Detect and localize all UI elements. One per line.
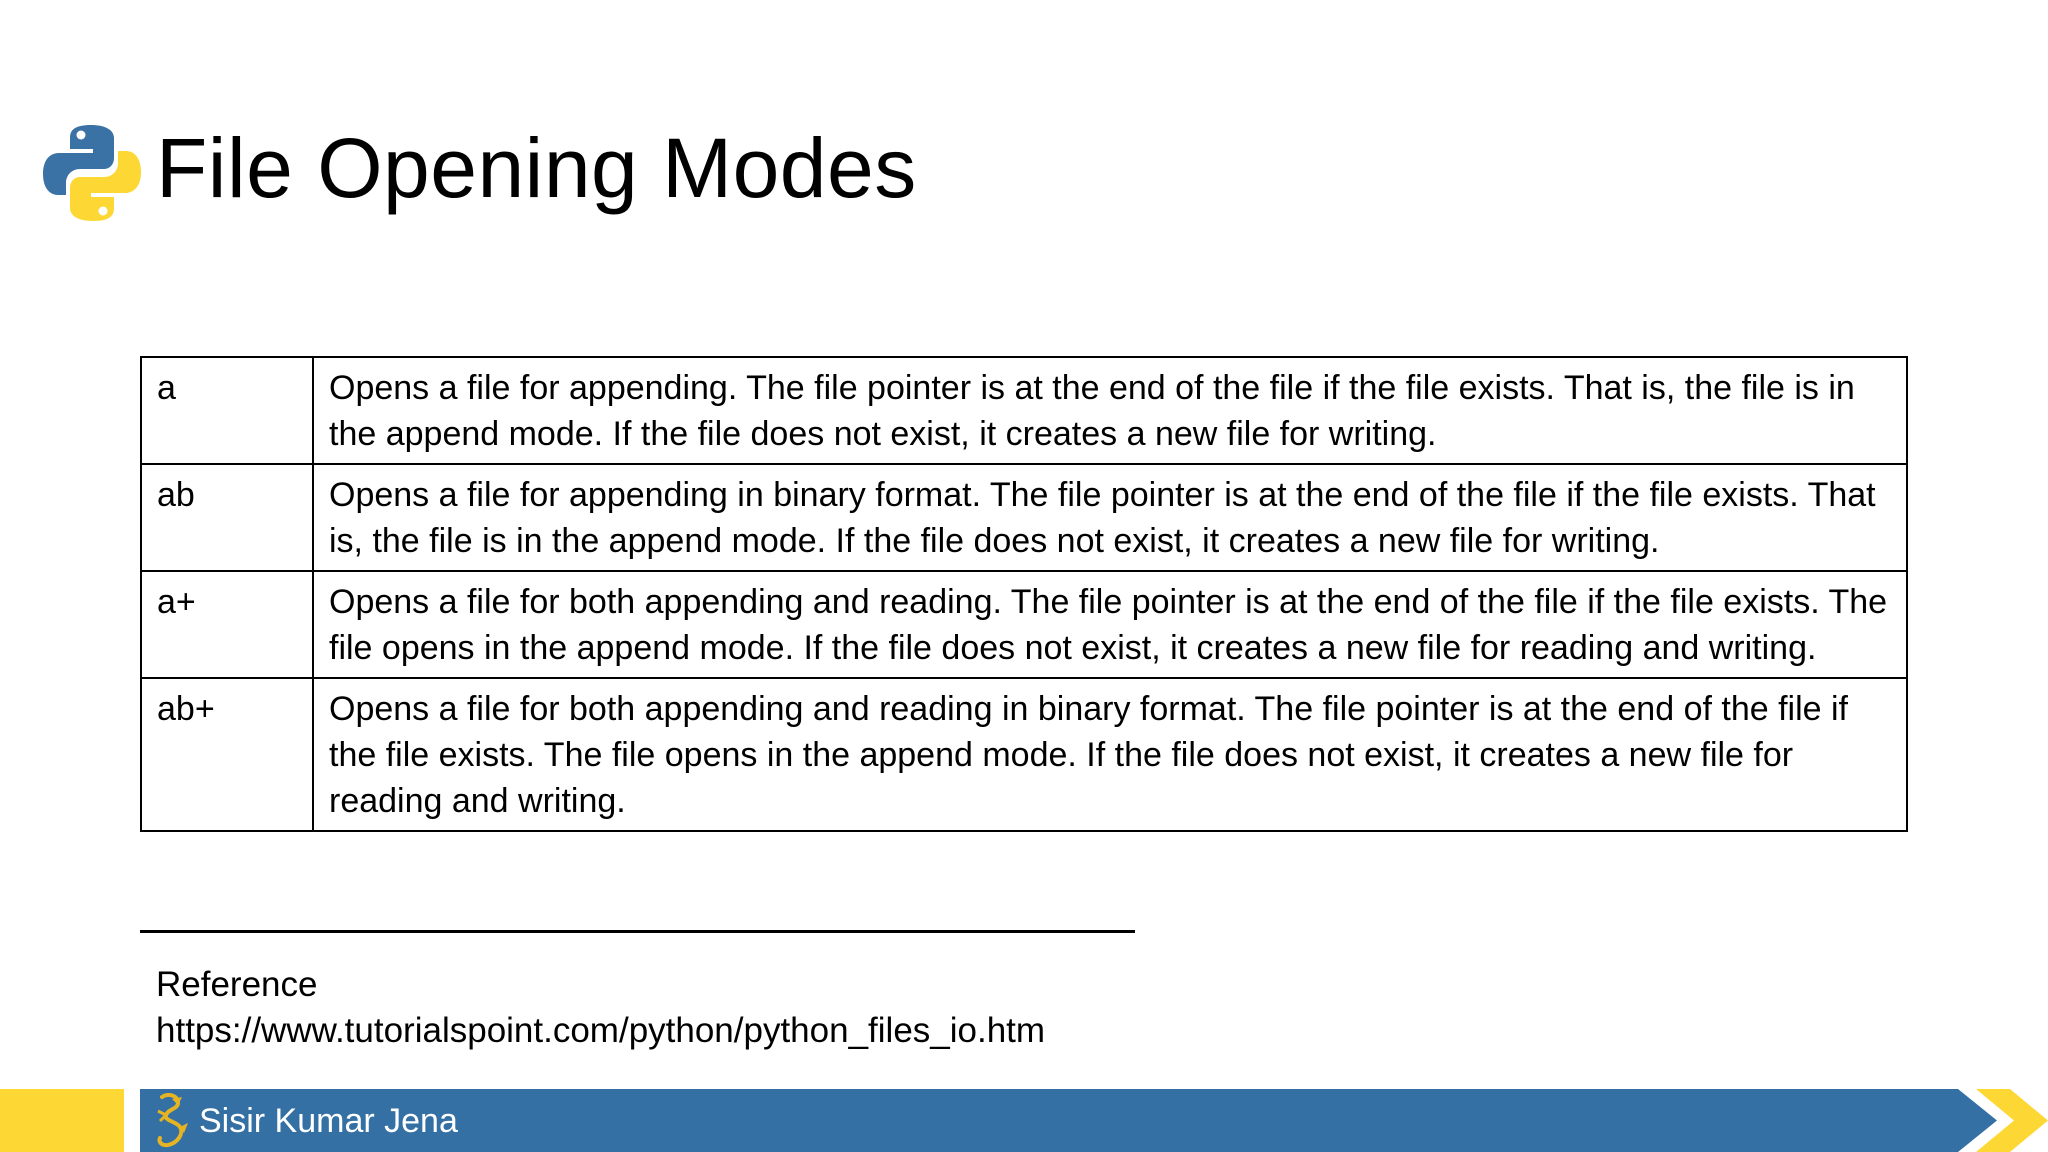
description-cell: Opens a file for both appending and reading in binary format. The file pointer is at the end of the file if the file exists. The file opens in the append mode. If the file does not exist, it creates a new file for reading and writing. [313, 678, 1907, 831]
description-cell: Opens a file for appending in binary format. The file pointer is at the end of the file if the file exists. That is, the file is in the append mode. If the file does not exist, it creates a new file for writing. [313, 464, 1907, 571]
table-row [141, 678, 1907, 831]
reference-label: Reference [156, 965, 318, 1004]
mode-cell: a [141, 357, 313, 464]
footer-accent-block [0, 1089, 124, 1152]
reference-block [156, 962, 1045, 1054]
slide-title: File Opening Modes [156, 121, 917, 215]
mode-cell: ab+ [141, 678, 313, 831]
description-cell: Opens a file for both appending and reading. The file pointer is at the end of the file if the file exists. The file opens in the append mode. If the file does not exist, it creates a new file for reading and writing. [313, 571, 1907, 678]
python-logo-icon [42, 123, 142, 223]
description-cell: Opens a file for appending. The file pointer is at the end of the file if the file exists. That is, the file is in the append mode. If the file does not exist, it creates a new file for writing. [313, 357, 1907, 464]
reference-link[interactable]: https://www.tutorialspoint.com/python/python_files_io.htm [156, 1011, 1046, 1050]
file-modes-table [140, 356, 1908, 832]
dragon-emblem-icon [154, 1093, 190, 1149]
author-name: Sisir Kumar Jena [199, 1102, 458, 1140]
reference-divider [140, 930, 1135, 933]
mode-cell: a+ [141, 571, 313, 678]
table-row [141, 357, 1907, 464]
mode-cell: ab [141, 464, 313, 571]
table-row [141, 464, 1907, 571]
table-row [141, 571, 1907, 678]
